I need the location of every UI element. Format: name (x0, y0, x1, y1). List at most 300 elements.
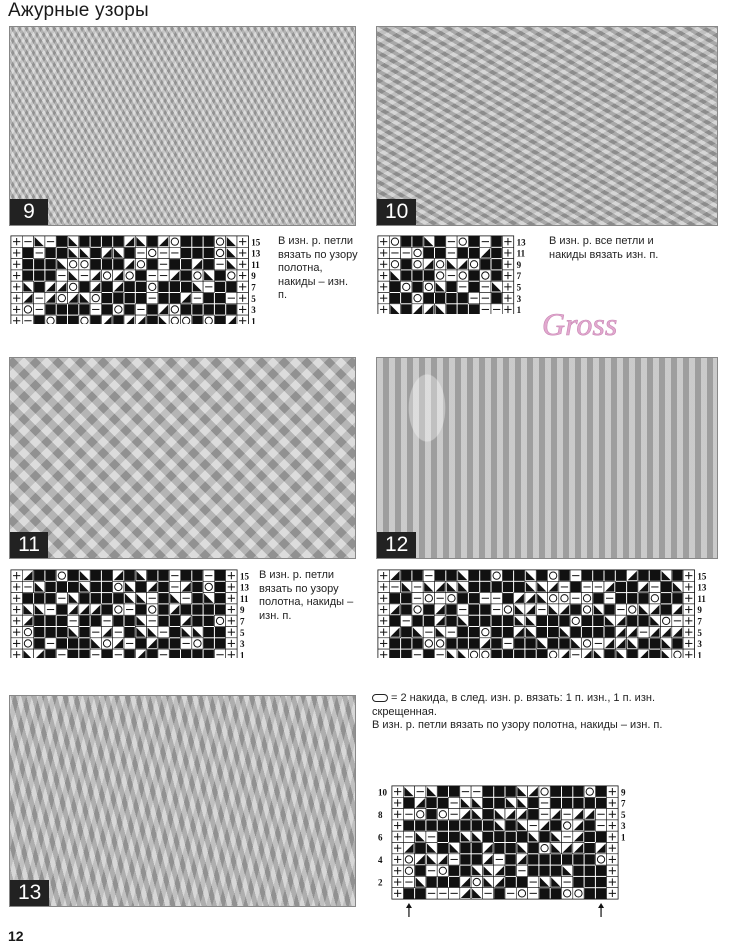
edge-stitch (392, 797, 403, 808)
purl-stitch (468, 293, 479, 304)
decrease-stitch (124, 259, 135, 270)
yarnover-stitch (68, 259, 79, 270)
knit-stitch (469, 638, 479, 648)
pattern-11-note: В изн. р. петли вязать по узору полотна, накиды – изн. п. (259, 569, 354, 622)
edge-stitch (392, 831, 403, 842)
edge-stitch (378, 627, 389, 638)
knit-stitch (390, 593, 400, 603)
knit-stitch (170, 293, 180, 303)
knit-stitch (45, 616, 55, 626)
decrease-stitch (135, 315, 146, 324)
knit-stitch (412, 638, 422, 648)
knit-stitch (215, 627, 225, 637)
knit-stitch (458, 248, 468, 258)
knit-stitch (204, 604, 214, 614)
decrease-stitch (68, 236, 79, 247)
edge-stitch (226, 638, 237, 649)
knit-stitch (562, 854, 572, 864)
row-label: 1 (621, 832, 626, 843)
decrease-stitch (593, 604, 604, 615)
decrease-stitch (158, 315, 169, 324)
knit-stitch (469, 248, 479, 258)
decrease-stitch (595, 843, 606, 854)
purl-stitch (147, 593, 158, 604)
pattern-11-badge: 11 (10, 532, 48, 558)
knit-stitch (57, 237, 67, 247)
knit-stitch (483, 832, 493, 842)
row-label: 9 (251, 271, 256, 282)
decrease-stitch (169, 593, 180, 604)
decrease-stitch (581, 649, 592, 658)
decrease-stitch (559, 627, 570, 638)
decrease-stitch (562, 865, 573, 876)
knit-stitch (91, 593, 101, 603)
decrease-stitch (516, 854, 527, 865)
knit-stitch (492, 259, 502, 269)
edge-stitch (378, 638, 389, 649)
decrease-stitch (539, 820, 550, 831)
decrease-stitch (550, 831, 561, 842)
yarnover-stitch (480, 627, 491, 638)
edge-stitch (237, 293, 248, 304)
knit-stitch (449, 877, 459, 887)
decrease-stitch (101, 627, 112, 638)
decrease-stitch (124, 581, 135, 592)
decrease-stitch (548, 581, 559, 592)
purl-stitch (412, 581, 423, 592)
decrease-stitch (446, 581, 457, 592)
decrease-stitch (79, 293, 90, 304)
decrease-stitch (403, 786, 414, 797)
decrease-stitch (604, 581, 615, 592)
knit-stitch (582, 571, 592, 581)
yarnover-stitch (559, 593, 570, 604)
decrease-stitch (491, 281, 502, 292)
knit-stitch (45, 650, 55, 658)
yarnover-stitch (562, 888, 573, 899)
edge-stitch (378, 593, 389, 604)
decrease-stitch (460, 797, 471, 808)
knit-stitch (449, 866, 459, 876)
knit-stitch (226, 304, 236, 314)
decrease-stitch (471, 865, 482, 876)
knit-texture (377, 27, 717, 225)
knit-stitch (426, 809, 436, 819)
edge-stitch (237, 247, 248, 258)
knit-stitch (125, 650, 135, 658)
knit-stitch (412, 571, 422, 581)
knit-stitch (449, 820, 459, 830)
decrease-stitch (516, 820, 527, 831)
decrease-stitch (389, 304, 400, 314)
yarnover-stitch (468, 259, 479, 270)
edge-stitch (392, 786, 403, 797)
edge-stitch (11, 315, 22, 324)
knit-stitch (627, 593, 637, 603)
purl-stitch (528, 820, 539, 831)
decrease-stitch (34, 649, 45, 658)
repeat-arrow (406, 903, 412, 917)
knit-stitch (401, 304, 411, 314)
knit-stitch (79, 304, 89, 314)
knit-stitch (102, 293, 112, 303)
knit-stitch (458, 627, 468, 637)
decrease-stitch (147, 638, 158, 649)
yarnover-stitch (214, 247, 225, 258)
knit-stitch (45, 582, 55, 592)
decrease-stitch (158, 236, 169, 247)
row-label: 7 (516, 271, 522, 282)
decrease-stitch (449, 843, 460, 854)
decrease-stitch (615, 638, 626, 649)
knit-stitch (593, 616, 603, 626)
knit-stitch (469, 571, 479, 581)
decrease-stitch (389, 627, 400, 638)
knit-stitch (438, 787, 448, 797)
knit-stitch (45, 627, 55, 637)
decrease-stitch (570, 638, 581, 649)
pattern-9-badge: 9 (10, 199, 48, 225)
decrease-stitch (516, 843, 527, 854)
knit-stitch (125, 293, 135, 303)
knit-stitch (204, 616, 214, 626)
edge-stitch (11, 570, 22, 581)
purl-stitch (559, 581, 570, 592)
decrease-stitch (550, 876, 561, 887)
decrease-stitch (435, 627, 446, 638)
knit-stitch (147, 304, 157, 314)
knit-stitch (573, 854, 583, 864)
knit-stitch (571, 627, 581, 637)
row-label: 7 (251, 282, 256, 293)
knit-stitch (147, 650, 157, 658)
knit-stitch (204, 248, 214, 258)
yarnover-stitch (22, 627, 33, 638)
knit-stitch (91, 237, 101, 247)
knit-stitch (514, 571, 524, 581)
row-label: 3 (697, 639, 702, 650)
decrease-stitch (446, 259, 457, 270)
knit-stitch (469, 270, 479, 280)
row-label: 3 (516, 293, 522, 304)
knit-stitch (449, 832, 459, 842)
purl-stitch (649, 581, 660, 592)
decrease-stitch (525, 570, 536, 581)
purl-stitch (158, 627, 169, 638)
knit-stitch (57, 316, 67, 324)
knit-stitch (204, 259, 214, 269)
edge-stitch (378, 581, 389, 592)
knit-stitch (585, 854, 595, 864)
knit-stitch (158, 616, 168, 626)
knit-stitch (415, 820, 425, 830)
knit-stitch (551, 820, 561, 830)
decrease-stitch (426, 854, 437, 865)
knit-stitch (661, 593, 671, 603)
decrease-stitch (480, 638, 491, 649)
edge-stitch (378, 259, 389, 270)
decrease-stitch (147, 581, 158, 592)
svg-text:Gross: Gross (542, 306, 618, 342)
purl-stitch (491, 304, 502, 314)
knit-stitch (537, 627, 547, 637)
yarnover-stitch (214, 236, 225, 247)
knit-stitch (390, 282, 400, 292)
purl-stitch (480, 293, 491, 304)
edge-stitch (683, 638, 694, 649)
edge-stitch (11, 649, 22, 658)
decrease-stitch (615, 615, 626, 626)
knit-stitch (192, 616, 202, 626)
purl-stitch (214, 259, 225, 270)
yarnover-stitch (562, 820, 573, 831)
knit-texture (10, 27, 355, 225)
edge-stitch (502, 304, 513, 314)
knit-stitch (605, 650, 615, 658)
purl-stitch (401, 615, 412, 626)
row-label: 3 (251, 305, 256, 316)
knit-stitch (192, 650, 202, 658)
knit-stitch (537, 571, 547, 581)
decrease-stitch (113, 247, 124, 258)
purl-stitch (158, 270, 169, 281)
decrease-stitch (68, 593, 79, 604)
knit-stitch (181, 571, 191, 581)
purl-stitch (412, 649, 423, 658)
knit-stitch (158, 604, 168, 614)
decrease-stitch (471, 831, 482, 842)
decrease-stitch (539, 876, 550, 887)
yarnover-stitch (412, 247, 423, 258)
pattern-11-photo (9, 357, 356, 559)
edge-stitch (607, 854, 618, 865)
edge-stitch (11, 638, 22, 649)
knit-stitch (506, 832, 516, 842)
knit-stitch (525, 638, 535, 648)
decrease-stitch (460, 831, 471, 842)
decrease-stitch (525, 627, 536, 638)
legend-symbol-note: = 2 накида, в след. изн. р. вязать: 1 п. изн., 1 п. изн. скрещенная. (372, 692, 655, 718)
purl-stitch (539, 809, 550, 820)
knit-stitch (528, 854, 538, 864)
knit-stitch (503, 616, 513, 626)
row-label: 5 (251, 293, 256, 304)
edge-stitch (11, 293, 22, 304)
decrease-stitch (423, 581, 434, 592)
purl-stitch (22, 236, 33, 247)
decrease-stitch (90, 270, 101, 281)
row-label: 13 (697, 582, 707, 593)
purl-stitch (34, 304, 45, 315)
decrease-stitch (494, 876, 505, 887)
pattern-12-chart (376, 568, 721, 658)
row-label: 1 (240, 650, 245, 658)
decrease-stitch (403, 843, 414, 854)
knit-stitch (404, 888, 414, 898)
knit-stitch (401, 627, 411, 637)
decrease-stitch (389, 570, 400, 581)
yarnover-stitch (423, 281, 434, 292)
decrease-stitch (22, 604, 33, 615)
decrease-stitch (435, 615, 446, 626)
decrease-stitch (101, 315, 112, 324)
knit-stitch (424, 604, 434, 614)
decrease-stitch (536, 593, 547, 604)
edge-stitch (378, 615, 389, 626)
decrease-stitch (638, 581, 649, 592)
knit-stitch (79, 282, 89, 292)
edge-stitch (683, 570, 694, 581)
edge-stitch (607, 786, 618, 797)
knit-stitch (45, 304, 55, 314)
knit-stitch (661, 582, 671, 592)
knit-stitch (158, 293, 168, 303)
knit-stitch (435, 293, 445, 303)
knit-stitch (528, 866, 538, 876)
decrease-stitch (113, 281, 124, 292)
knit-stitch (650, 650, 660, 658)
knit-stitch (204, 304, 214, 314)
purl-stitch (528, 888, 539, 899)
edge-stitch (607, 843, 618, 854)
knit-stitch (492, 270, 502, 280)
knit-stitch (517, 832, 527, 842)
edge-stitch (226, 593, 237, 604)
decrease-stitch (415, 797, 426, 808)
decrease-stitch (494, 820, 505, 831)
page-title: Ажурные узоры (8, 0, 149, 21)
decrease-stitch (181, 627, 192, 638)
decrease-stitch (471, 809, 482, 820)
knit-stitch (57, 627, 67, 637)
decrease-stitch (34, 604, 45, 615)
decrease-stitch (638, 649, 649, 658)
decrease-stitch (435, 304, 446, 314)
decrease-stitch (181, 293, 192, 304)
yarnover-stitch (169, 304, 180, 315)
knit-stitch (412, 270, 422, 280)
knit-stitch (503, 582, 513, 592)
knit-stitch (585, 820, 595, 830)
yarnover-stitch (56, 570, 67, 581)
knit-stitch (170, 259, 180, 269)
knit-stitch (582, 627, 592, 637)
knit-stitch (390, 638, 400, 648)
pattern-10-badge: 10 (377, 199, 416, 225)
knit-stitch (401, 293, 411, 303)
purl-stitch (135, 304, 146, 315)
knit-stitch (460, 820, 470, 830)
knit-stitch (192, 571, 202, 581)
edge-stitch (11, 270, 22, 281)
purl-stitch (480, 593, 491, 604)
decrease-stitch (505, 809, 516, 820)
decrease-stitch (627, 638, 638, 649)
purl-stitch (426, 888, 437, 899)
decrease-stitch (457, 615, 468, 626)
legend-note: В изн. р. петли вязать по узору полотна, накиды – изн. п. (372, 719, 663, 731)
knit-stitch (68, 638, 78, 648)
decrease-stitch (525, 593, 536, 604)
knit-stitch (390, 616, 400, 626)
edge-stitch (11, 627, 22, 638)
yarnover-stitch (401, 281, 412, 292)
knit-stitch (215, 593, 225, 603)
yarnover-stitch (437, 809, 448, 820)
knit-stitch (616, 571, 626, 581)
yarnover-stitch (22, 638, 33, 649)
knit-stitch (494, 787, 504, 797)
decrease-stitch (423, 259, 434, 270)
edge-stitch (226, 649, 237, 658)
decrease-stitch (615, 649, 626, 658)
yarnover-stitch (22, 304, 33, 315)
knit-stitch (559, 638, 569, 648)
yarnover-stitch (672, 649, 683, 658)
knit-stitch (390, 293, 400, 303)
row-label: 1 (516, 305, 522, 314)
knit-stitch (57, 638, 67, 648)
knit-stitch (415, 866, 425, 876)
knit-stitch (525, 650, 535, 658)
purl-stitch (203, 281, 214, 292)
knit-stitch (585, 866, 595, 876)
knit-stitch (638, 571, 648, 581)
decrease-stitch (101, 247, 112, 258)
knit-stitch (79, 627, 89, 637)
knit-stitch (559, 571, 569, 581)
knit-stitch (136, 293, 146, 303)
yarnover-stitch (468, 649, 479, 658)
decrease-stitch (627, 570, 638, 581)
decrease-stitch (79, 581, 90, 592)
decrease-stitch (661, 649, 672, 658)
purl-stitch (169, 581, 180, 592)
yarnover-stitch (389, 236, 400, 247)
decrease-stitch (45, 293, 56, 304)
purl-stitch (502, 638, 513, 649)
knit-stitch (79, 237, 89, 247)
row-label: 7 (621, 798, 626, 809)
decrease-stitch (124, 236, 135, 247)
decrease-stitch (435, 581, 446, 592)
knit-stitch (539, 866, 549, 876)
pattern-10-photo (376, 26, 718, 226)
yarnover-stitch (595, 854, 606, 865)
row-label: 11 (251, 259, 260, 270)
edge-stitch (237, 281, 248, 292)
purl-stitch (491, 593, 502, 604)
yarnover-stitch (113, 604, 124, 615)
knit-stitch (539, 854, 549, 864)
decrease-stitch (457, 649, 468, 658)
purl-stitch (480, 304, 491, 314)
knit-stitch (34, 259, 44, 269)
decrease-stitch (79, 247, 90, 258)
knit-stitch (91, 259, 101, 269)
yarnover-stitch (480, 270, 491, 281)
yarnover-stitch (192, 638, 203, 649)
knit-stitch (170, 282, 180, 292)
edge-stitch (392, 843, 403, 854)
knit-stitch (514, 638, 524, 648)
row-label: 3 (240, 639, 245, 650)
knit-stitch (438, 832, 448, 842)
yarnover-stitch (570, 615, 581, 626)
purl-stitch (113, 649, 124, 658)
knit-stitch (158, 282, 168, 292)
decrease-stitch (415, 876, 426, 887)
